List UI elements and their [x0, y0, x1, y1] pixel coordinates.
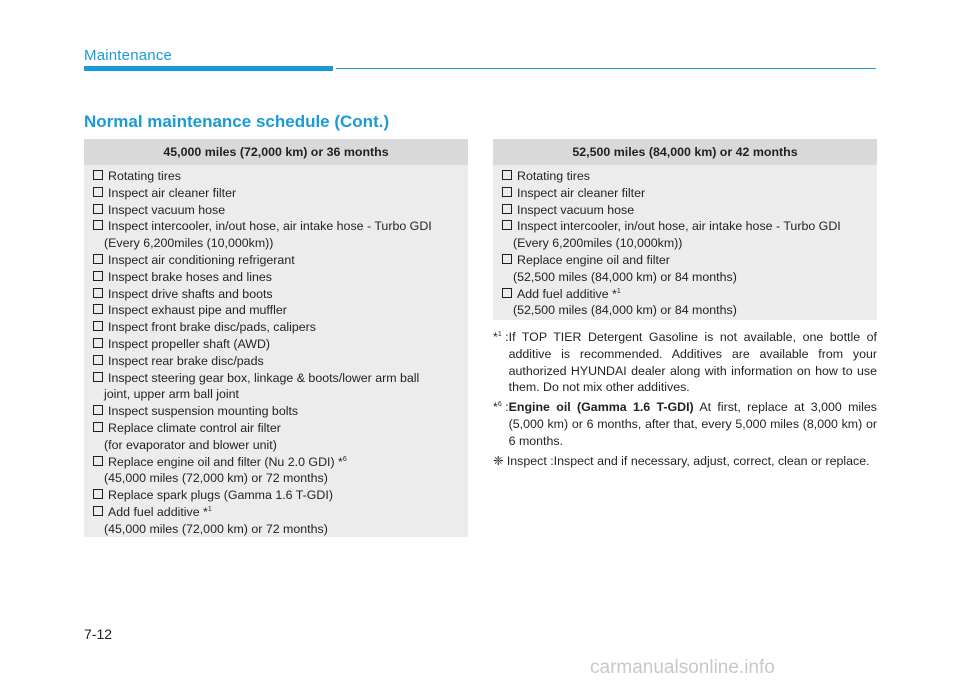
checkbox-icon — [502, 288, 512, 298]
list-item: Inspect intercooler, in/out hose, air intake hose - Turbo GDI — [502, 218, 877, 235]
checkbox-icon — [93, 422, 103, 432]
inspect-text: Inspect and if necessary, adjust, correct, clean or replace. — [553, 453, 870, 468]
checkbox-icon — [93, 355, 103, 365]
checkbox-icon — [93, 321, 103, 331]
list-item: Inspect air cleaner filter — [93, 185, 468, 202]
list-item: Inspect rear brake disc/pads — [93, 353, 468, 370]
list-item-detail: joint, upper arm ball joint — [104, 387, 239, 402]
list-item: Inspect steering gear box, linkage & boots/lower arm ball — [93, 370, 468, 387]
footnote-1 — [493, 329, 877, 396]
checkbox-icon — [93, 170, 103, 180]
list-item: Inspect air conditioning refrigerant — [93, 252, 468, 269]
list-item: Inspect suspension mounting bolts — [93, 403, 468, 420]
checkbox-icon — [93, 456, 103, 466]
watermark: carmanualsonline.info — [590, 657, 775, 678]
list-item: Add fuel additive *$^1$ — [502, 286, 877, 303]
checkbox-icon — [93, 304, 103, 314]
checkbox-icon — [502, 170, 512, 180]
schedule-box-title: 45,000 miles (72,000 km) or 36 months — [84, 139, 468, 165]
list-item: Replace engine oil and filter — [502, 252, 877, 269]
schedule-box-45000 — [84, 139, 468, 537]
checkbox-icon — [93, 271, 103, 281]
checkbox-icon — [93, 204, 103, 214]
list-item-detail: (Every 6,200miles (10,000km)) — [513, 236, 683, 251]
footnote-ref: 1 — [616, 287, 621, 295]
checkbox-icon — [502, 220, 512, 230]
checkbox-icon — [502, 204, 512, 214]
footnote-key: *$^6$ : — [493, 400, 509, 415]
checkbox-icon — [93, 506, 103, 516]
page-title: Normal maintenance schedule (Cont.) — [84, 112, 390, 131]
checkbox-icon — [502, 254, 512, 264]
footnote-6 — [493, 399, 877, 449]
footnote-text: Engine oil (Gamma 1.6 T-GDI) At first, replace at 3,000 miles (5,000 km) or 6 months, after that, every 5,000 miles (8,000 km) or 6 months. — [508, 400, 877, 448]
list-item: Inspect exhaust pipe and muffler — [93, 302, 468, 319]
footnote-ref: 6 — [342, 455, 347, 463]
footnotes — [493, 329, 877, 472]
inspect-key: ❈ Inspect : — [493, 453, 554, 468]
section-label: Maintenance — [84, 47, 173, 64]
list-item-detail: (45,000 miles (72,000 km) or 72 months) — [104, 521, 328, 536]
header-rule-thin — [336, 68, 876, 69]
checkbox-icon — [93, 288, 103, 298]
schedule-box-title: 52,500 miles (84,000 km) or 42 months — [493, 139, 877, 165]
list-item-detail: (52,500 miles (84,000 km) or 84 months) — [513, 303, 737, 318]
list-item: Inspect intercooler, in/out hose, air intake hose - Turbo GDI — [93, 218, 468, 235]
list-item: Replace spark plugs (Gamma 1.6 T-GDI) — [93, 487, 468, 504]
list-item: Inspect air cleaner filter — [502, 185, 877, 202]
list-item-detail: (52,500 miles (84,000 km) or 84 months) — [513, 269, 737, 284]
list-item: Inspect drive shafts and boots — [93, 286, 468, 303]
checkbox-icon — [93, 220, 103, 230]
list-item: Rotating tires — [502, 168, 877, 185]
list-item-detail: (45,000 miles (72,000 km) or 72 months) — [104, 471, 328, 486]
footnote-ref: 1 — [207, 505, 212, 513]
checkbox-icon — [93, 254, 103, 264]
schedule-box-52500 — [493, 139, 877, 320]
footnote-text: If TOP TIER Detergent Gasoline is not available, one bottle of additive is recommended. Additives are available from your authorized HYUNDAI dealer along with information on how to use them. Do not mix other additives. — [508, 330, 877, 395]
list-item: Replace climate control air filter — [93, 420, 468, 437]
checkbox-icon — [93, 187, 103, 197]
checkbox-icon — [93, 405, 103, 415]
header-rule-thick — [84, 66, 333, 71]
list-item: Inspect front brake disc/pads, calipers — [93, 319, 468, 336]
asterisk-symbol-icon: ❈ — [493, 453, 504, 468]
list-item-detail: (for evaporator and blower unit) — [104, 437, 277, 452]
list-item: Inspect propeller shaft (AWD) — [93, 336, 468, 353]
list-item: Add fuel additive *$^1$ — [93, 504, 468, 521]
list-item: Rotating tires — [93, 168, 468, 185]
checkbox-icon — [93, 338, 103, 348]
list-item: Inspect vacuum hose — [93, 202, 468, 219]
list-item: Inspect brake hoses and lines — [93, 269, 468, 286]
list-item: Replace engine oil and filter (Nu 2.0 GDI) *$^6$ — [93, 454, 468, 471]
list-item: Inspect vacuum hose — [502, 202, 877, 219]
checkbox-icon — [93, 372, 103, 382]
footnote-key: *$^1$ : — [493, 330, 509, 344]
page-number: 7-12 — [84, 626, 113, 642]
inspect-note — [493, 453, 877, 470]
checkbox-icon — [93, 489, 103, 499]
checkbox-icon — [502, 187, 512, 197]
list-item-detail: (Every 6,200miles (10,000km)) — [104, 236, 274, 251]
